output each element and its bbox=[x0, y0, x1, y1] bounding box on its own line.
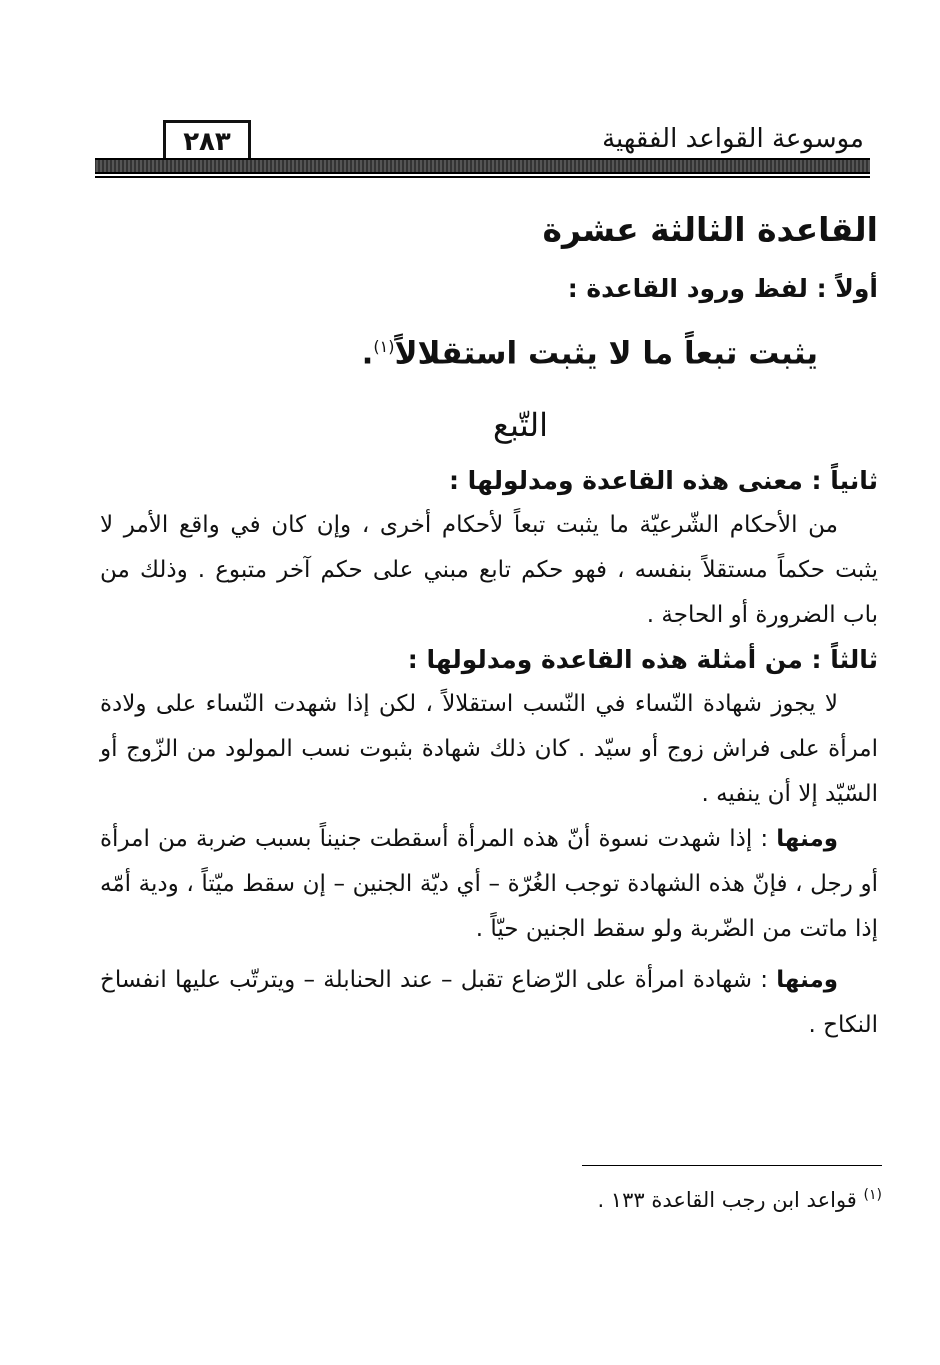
book-title: موسوعة القواعد الفقهية bbox=[602, 124, 864, 154]
paragraph-3-body: : شهادة امرأة على الرّضاع تقبل – عند الحنابلة – ويترتّب عليها انفساخ النكاح . bbox=[100, 967, 878, 1039]
paragraph-2-lead: ومنها bbox=[776, 826, 838, 853]
paragraph-3-lead: ومنها bbox=[776, 967, 838, 994]
maxim bbox=[100, 321, 818, 379]
section-heading-3: ثالثاً : من أمثلة هذه القاعدة ومدلولها : bbox=[407, 645, 878, 675]
page-header bbox=[95, 120, 870, 180]
maxim-text: يثبت تبعاً ما لا يثبت استقلالاً bbox=[394, 335, 818, 372]
section-heading-2: ثانياً : معنى هذه القاعدة ومدلولها : bbox=[448, 466, 878, 496]
section3-paragraph-1: لا يجوز شهادة النّساء في النّسب استقلالاً ، لكن إذا شهدت النّساء على ولادة امرأة على فراش زوج أو سيّد . كان ذلك شهادة بثبوت نسب المولود من الزّوج أو السّيّد إلا أن ينفيه . bbox=[100, 691, 878, 808]
section3-paragraph-3 bbox=[100, 958, 878, 1048]
header-rule bbox=[95, 158, 870, 174]
section2-paragraph: من الأحكام الشّرعيّة ما يثبت تبعاً لأحكام أخرى ، وإن كان في واقع الأمر لا يثبت حكماً مستقلاً بنفسه ، فهو حكم تابع مبني على حكم آخر متبوع . وذلك من باب الضرورة أو الحاجة . bbox=[100, 512, 878, 629]
section3-paragraph-2 bbox=[100, 817, 878, 952]
paragraph-2-body: : إذا شهدت نسوة أنّ هذه المرأة أسقطت جنيناً بسبب ضربة من امرأة أو رجل ، فإنّ هذه الشهادة توجب الغُرّة – أي ديّة الجنين – إن سقط ميّتاً ، ودية أمّه إذا ماتت من الضّربة ولو سقط الجنين حيّاً . bbox=[100, 826, 878, 943]
rule-title: القاعدة الثالثة عشرة bbox=[542, 210, 878, 249]
main-content bbox=[100, 205, 878, 1048]
handwritten-word: التّبع bbox=[493, 406, 548, 445]
footnote-marker: (١) bbox=[863, 1187, 882, 1203]
footnote-text: قواعد ابن رجب القاعدة ١٣٣ . bbox=[597, 1188, 857, 1212]
footnote bbox=[597, 1180, 882, 1215]
page-number: ٢٨٣ bbox=[163, 120, 251, 161]
header-rule-thin bbox=[95, 176, 870, 178]
maxim-footnote-ref: (١) bbox=[373, 337, 395, 356]
maxim-end: . bbox=[361, 335, 374, 372]
section-heading-1: أولاً : لفظ ورود القاعدة : bbox=[567, 274, 878, 303]
footnote-separator bbox=[582, 1165, 882, 1166]
